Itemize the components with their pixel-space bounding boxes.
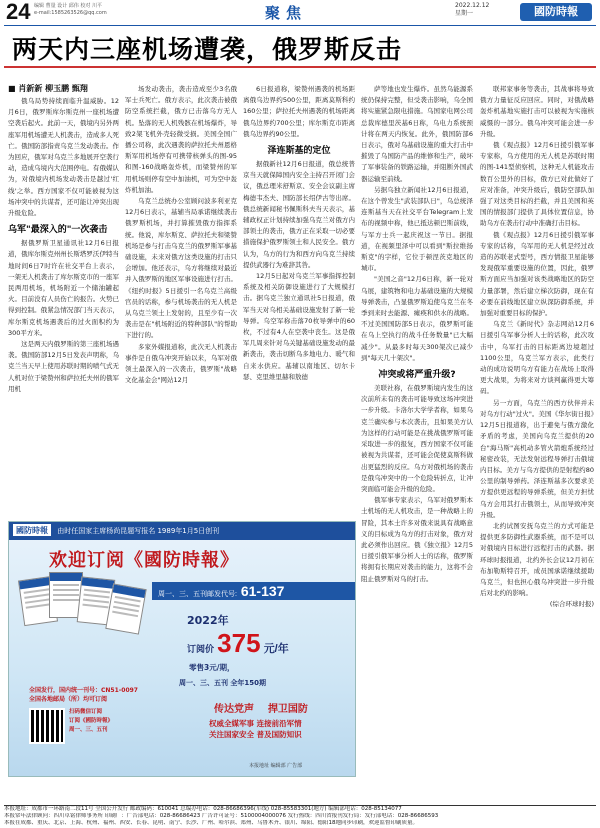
paragraph: 乌克兰《新时代》杂志网站12月6日援引乌军事分析人士的话称，此次攻击中，乌军打击的目标距离边境超过1100公里，乌克兰军方表示，此类行动的成功说明乌方有能力在战场上取得更大战果，为将来对方谈判赢得更大筹码。 bbox=[480, 320, 594, 396]
paragraph: "美国之音"12月6日称，新一轮对乌展，建筑物和电力基础设施的大规模导弹袭击，凸显俄罗斯迫使乌克兰在冬季到来时去能源、瘫痪和供水的战略。不过美国国防部5日表示，俄罗斯可能在乌上空执行的战斗任务数量"已大幅减少"。从最多时每天300架次已减少到"每天几十架次"。 bbox=[361, 275, 473, 362]
paragraph: 据俄新社12月6日报道，俄总统普京当天就保障国内安全主持召开闭门会议，俄总理米舒斯京、安全会议副主席梅德韦杰夫、国防部长绍伊古等出席。俄总统新闻秘书佩斯科夫当天表示，基辅政权正计划持续加强乌克兰对俄方内部领土的袭击，俄方正在采取一切必要措施保护俄罗斯领土和人民安全。俄方认为，乌方的行为和西方向乌克兰持续提供武器行为难辞其咎。 bbox=[243, 160, 355, 269]
page-header bbox=[0, 0, 600, 24]
price-unit: 元/年 bbox=[263, 643, 289, 655]
article-column-2 bbox=[125, 84, 237, 518]
article-column-5 bbox=[480, 84, 594, 816]
subheading: 乌军"最深入的"一次袭击 bbox=[8, 225, 108, 236]
ad-banner-text: 由时任国家主席杨尚昆题写报名 1989年1月5日创刊 bbox=[57, 527, 220, 535]
paragraph: 俄《观点报》12月6日援引俄军事专家的话称，乌军用的无人机是经过改造的苏联老式型号，西方情报卫星能够发现俄军重要设施的位置，因此，俄罗斯方面应当加强对该类战略地区的防空力量部署，然后建立梯次防御，现在有必要在前线地区建立纵深防御系统，并加强对重要目标的保护。 bbox=[480, 230, 594, 318]
issue-date bbox=[455, 2, 489, 18]
paragraph: 乌克兰总统办公室顾问波多利亚克12月6日表示，基辅当局承诺继续袭击俄罗斯机场，并打算摧毁俄方指挥系统。他说，库尔斯克、萨拉托夫和梁赞机场是参与打击乌克兰的俄罗斯军事基础设施，未来对俄方这类设施的打击只会增加。他还表示，乌方将继续对最近并入俄罗斯的地区军事设施进行打击。《纽约时报》5日援引一名乌克兰高级官员的话称，参与机场袭击的无人机是从乌克兰领土上发射的，且至少有一次袭击是在"机场附近的特种部队"的帮助下进行的。 bbox=[125, 197, 237, 340]
price-value: 375 bbox=[217, 628, 261, 658]
footer-line: 本报地址：成都市一环路南二段11号 全国公开发行 邮政编码：610041 总编办电话：028-86686396(军线) 028-85583301(地方) 编辑部电话：028-85134077 bbox=[4, 806, 402, 812]
issue-line: 全国各地邮局（所）均可订阅 bbox=[29, 696, 108, 703]
ad-slogan-lines bbox=[209, 718, 302, 740]
ad-issue-info bbox=[29, 686, 138, 704]
footer-line: 本报在成都、重庆、北京、上海、杭州、福州、西安、长春、昆明、南宁、长沙、广州、哈尔滨、郑州、乌鲁木齐、银川、绵阳、德阳18地同步印刷，欢迎监督印刷质量。 bbox=[4, 820, 419, 826]
paragraph: 另据乌独立新闻社12月6日报道，在这个曾发生"武装部队日"，乌总统泽连斯基当天在社交平台Telegram上发布的视频中称，他已抵达顿巴斯前线，与军方士兵一起庆祝这一节日。据报道，在视频里泽中可以看到"斯拉维扬斯克"的字样，它位于顿涅茨克地区的城市。 bbox=[361, 185, 473, 273]
price-year: 2022年 bbox=[187, 614, 229, 627]
paragraph: 这是两天内俄罗斯的第三座机场遇袭。俄国防部12月5日发表声明称，乌克兰当天早上使用苏联时期的喷气式无人机对位于梁赞州和萨拉托夫州的俄军用机 bbox=[8, 340, 119, 393]
date-line: 2022.12.12 bbox=[455, 2, 490, 9]
postal-code: 61-137 bbox=[240, 583, 285, 599]
article-source: (综合环球时报) bbox=[549, 600, 594, 609]
paragraph: 场发动袭击，袭击造成至少3名俄军士兵死亡。俄方表示，此次袭击被俄防空系统拦截，俄方已击落乌方无人机。坠落的无人机残骸在机场爆炸，导致2架飞机外壳轻微受损。美国全国广播公司称，此次遇袭的萨拉托夫州恩格斯军用机场停有可携带核弹头的图-95和图-160战略轰炸机，而梁赞州的军用机场则停有空中加油机，可为空中轰炸机加油。 bbox=[125, 85, 237, 194]
section-title: 聚焦 bbox=[265, 4, 308, 22]
qr-note-line: 扫码微信订阅 bbox=[69, 709, 103, 715]
editor-credits bbox=[34, 3, 107, 17]
headline-divider bbox=[4, 66, 596, 68]
footer-line: 本报常年法律顾问：四川卓铭律师事务所 印刷厂：广告部电话：028-86686423 广告许可证号：5100004000076 发行热线：四川省报刊发行局：发行部电话：028-86686593 bbox=[4, 813, 439, 819]
qr-code-icon[interactable] bbox=[29, 708, 65, 744]
paragraph: 另一方面，乌克兰的西方伙伴并未对乌方行动"过火"。美国《华尔街日报》12月5日报道称，出于避免与俄方激化矛盾的考虑，美国向乌克兰提供的20台"海马斯"高机动多管火箭炮系统经过秘密改装，无法发射远程导弹打击俄境内目标。美方与乌方提供的是射程约80公里的制导弹药。泽连斯基多次要求美方提供更远程的导弹系统，但美方担忧乌方会用其打击俄领土，从而导致冲突升级。 bbox=[480, 398, 594, 519]
article-headline: 两天内三座机场遭袭，俄罗斯反击 bbox=[12, 35, 403, 64]
ad-retail-price: 零售3元/期， bbox=[189, 663, 235, 672]
paragraph: 俄乌局势持续面临升温威胁。12月6日，俄罗斯库尔斯克州一座机场遭空袭后起火。此前一天，俄境内另外两座军用机场遭无人机袭击，造成多人死亡。俄国防部指责乌克兰发动袭击。作为回应，俄军对乌克兰多地展开空袭行动，造成乌境内大范围停电。有俄媒认为，对俄境内机场发动袭击是越过'红线'之举。西方国家不仅可能被视为这场冲突中的共谋者，还可能让冲突出现升级危险。 bbox=[8, 97, 119, 218]
page-footer bbox=[4, 805, 596, 828]
article-column-4 bbox=[361, 84, 473, 816]
ad-banner bbox=[9, 522, 355, 540]
paragraph: 俄军事专家表示，乌军对俄罗斯本土机场的无人机攻击，是一种战略上的冒险，其本土许多对俄来说具有战略意义的目标成为乌方的打击对象，俄方对此必须作出回应。俄《独立报》12月5日援引俄军事分析人士的话称，俄罗斯将拥有长期应对袭击的能力，这将不会阻止俄罗斯对乌的打击。 bbox=[361, 496, 473, 583]
article-column-1 bbox=[8, 96, 119, 518]
slogan-a: 传达党声 bbox=[214, 704, 254, 715]
qr-note-line: 订阅《國防時報》 bbox=[69, 718, 114, 724]
header-divider bbox=[4, 25, 596, 26]
paragraph: 俄《观点报》12月6日援引俄军事专家称，乌方使用的无人机是苏联时期的图-141型侦察机，这种无人机能攻击数百公里外的目标，俄方已对此做好了应对准备，冲突升级后，俄防空部队加强了对这类目标的拦截，并且美国和英国的情报部门提供了具体位置信息，协助乌方在袭击行动中准确打击目标。 bbox=[480, 141, 594, 228]
subscription-advertisement[interactable] bbox=[8, 521, 356, 777]
paragraph: 美联社称，在俄罗斯境内发生的这次前所未有的袭击可能导致这场冲突进一步升级。卡洛尔大学学者称，如果乌克兰确实参与本次袭击，且如果美方认为这样的行动可能是在挑战俄罗斯可能采取进一步的报复，西方国家不仅可能被视为共谋者，还可能会促使莫斯科做出更猛烈的反应。乌方对俄机场的袭击是俄乌冲突中的一个危险转折点，让冲突面临可能会升级的危险。 bbox=[361, 384, 473, 493]
ad-welcome: 欢迎订阅《國防時報》 bbox=[49, 550, 239, 571]
subheading: 泽连斯基的定位 bbox=[267, 146, 331, 157]
ad-qr-note bbox=[69, 708, 113, 735]
newspaper-thumbnail bbox=[105, 583, 146, 634]
page-number: 24 bbox=[6, 0, 31, 24]
ad-newspaper-stack bbox=[21, 572, 151, 682]
ad-frequency: 周一、三、五刊 全年150期 bbox=[179, 679, 267, 687]
ad-price bbox=[187, 612, 289, 659]
paragraph: 12月5日起对乌克兰军事指挥控制系统及相关防御设施进行了大规模打击。据乌克兰独立通讯社5日报道，俄军当天对乌相关基础设施发射了新一轮导弹。乌空军称击落70枚导弹中的60枚，不过有4人在空袭中丧生。这是俄军几周来针对乌关键基础设施发动的最新袭击，袭击切断乌多地电力、暖气和自来水供应。基辅以南地区、切尔卡瑟、克里维里赫和敖德 bbox=[243, 272, 355, 381]
issue-line: 全国发行，国内统一刊号：CN51-0097 bbox=[29, 687, 138, 694]
postal-code-label: 周一、三、五刊邮发代号: bbox=[158, 591, 237, 598]
price-label: 订阅价 bbox=[187, 645, 215, 655]
editors-line: 编辑 曹量 设计 邱伟 校对 川平 bbox=[34, 3, 102, 9]
paragraph: 据俄罗斯卫星通讯社12月6日报道，俄库尔斯克州州长斯塔罗沃伊特当地时间6日7时许在社交平台上表示，一架无人机袭击了库尔斯克市的一座军民两用机场，机场附近一个储油罐起火。目前没有人员伤亡的报告。火势已得到控制。俄紧急情况部门当天表示，库尔斯克机场遇袭后的过火面积约为300平方米。 bbox=[8, 239, 119, 337]
ad-slogan bbox=[214, 700, 308, 715]
slogan-line: 关注国家安全 普及国防知识 bbox=[209, 730, 302, 739]
paragraph: 萨等地也发生爆炸。虽然乌能源系统仍保持完整，但受袭击影响，乌全国将实施紧急限电措施。乌国家电网公司总裁库德里茨基6日称，乌电力系统预计将在两天内恢复。此外，俄国防部6日表示，俄对乌基础设施的重大打击中摧毁了乌国防产品的维修和生产，破坏了军事装备的铁路运输，并阻断外国武器运输至前线。 bbox=[361, 85, 473, 183]
ad-banner-logo: 國防時報 bbox=[13, 524, 51, 536]
slogan-b: 捍卫国防 bbox=[267, 704, 308, 715]
byline: ■ 肖新新 柳玉鹏 甄翔 bbox=[8, 84, 88, 93]
slogan-line: 权威全媒军事 连接前沿军情 bbox=[209, 719, 302, 728]
subheading: 冲突或将严重升级? bbox=[378, 370, 456, 381]
masthead-logo: 國防時報 bbox=[520, 3, 592, 21]
paragraph: 北约试图安抚乌克兰的方式可能是提供更多防御性武器系统，而不是可以对俄境内目标进行远程打击的武器。据环球时报报道，北约外长会议12月初在布加勒斯特召开，成员国承诺继续援助乌克兰，但也担心俄乌冲突进一步升级后对北约的影响。 bbox=[480, 521, 594, 598]
weekday-line: 星期一 bbox=[455, 10, 474, 17]
article-column-3 bbox=[243, 84, 355, 518]
editor-email: e-mail:1585263526@qq.com bbox=[34, 10, 107, 16]
paragraph: 联邦家事务等袭击，其战事将导致俄方力量征反应回应。同时，对俄战略轰炸机基地实施打击可以被视为实施核威慑的一部分。俄乌冲突可能会进一步升级。 bbox=[480, 85, 594, 138]
paragraph: 多家外媒报道称，此次无人机袭击事件是自俄乌冲突开始以来，乌军对俄领土最深入的一次袭击，俄罗斯"战略文化基金会"网站12月 bbox=[125, 342, 237, 385]
qr-note-line: 周一、三、五刊 bbox=[69, 727, 108, 733]
ad-footer-note: 本报地址 编辑部 广告部 bbox=[249, 763, 303, 769]
paragraph: 6日报道称，梁赞州遇袭的机场距离俄乌边界约500公里，距离莫斯科约160公里；萨拉托夫州遇袭的机场距离俄乌边界约700公里；库尔斯克市距离俄乌边界约90公里。 bbox=[243, 85, 355, 138]
ad-postal-code-box bbox=[152, 582, 356, 600]
